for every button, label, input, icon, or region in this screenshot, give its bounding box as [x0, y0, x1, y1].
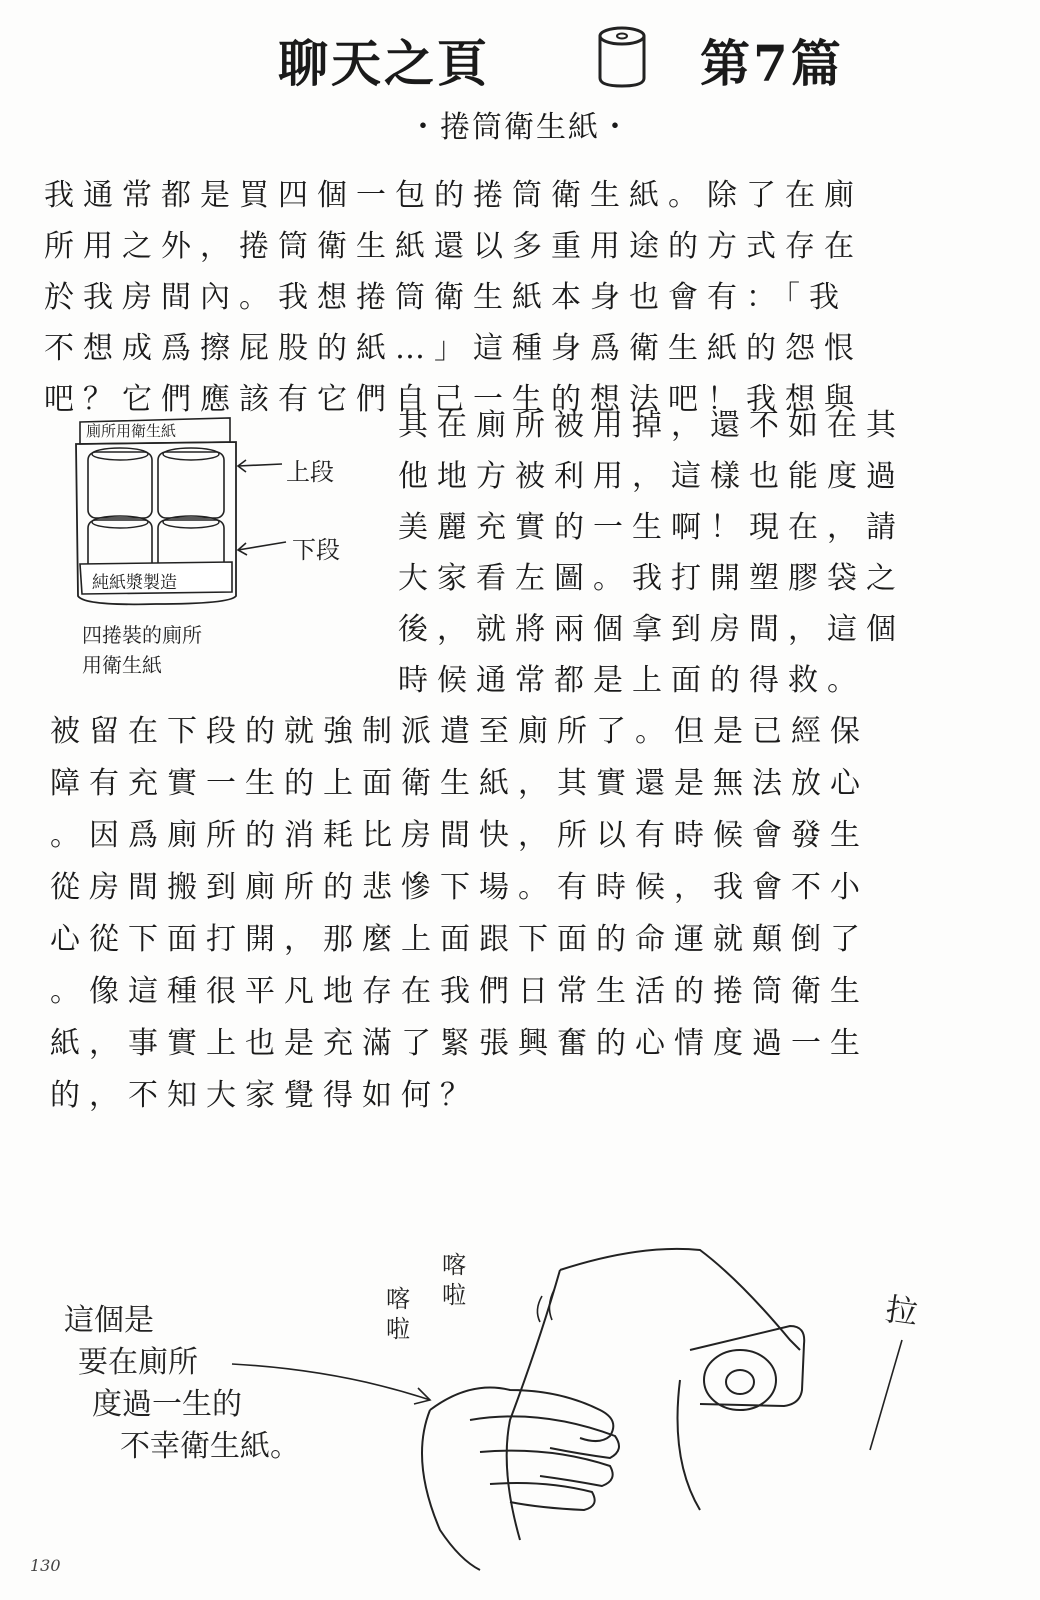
text-line: 美麗充實的一生啊！現在，請 — [398, 510, 905, 545]
lower-row-label: 下段 — [292, 536, 340, 564]
sound-effect-kala-1: 喀啦 — [442, 1251, 466, 1309]
caption-line: 要在廁所 — [78, 1345, 198, 1380]
text-line: 。像這種很平凡地存在我們日常生活的捲筒衛生 — [50, 974, 869, 1009]
text-line: 。因爲廁所的消耗比房間快，所以有時候會發生 — [50, 818, 869, 853]
paragraph-3 — [50, 706, 869, 1122]
package-label: 廁所用衛生紙 — [86, 422, 177, 440]
text-line: 從房間搬到廁所的悲慘下場。有時候，我會不小 — [50, 870, 869, 905]
text-line: 其在廁所被用掉，還不如在其 — [398, 408, 905, 443]
text-line: 紙，事實上也是充滿了緊張興奮的心情度過一生 — [50, 1026, 869, 1061]
text-line: 吧？它們應該有它們自己一生的想法吧！我想與 — [44, 382, 863, 417]
episode-number: 第7篇 — [700, 34, 844, 93]
upper-row-label: 上段 — [286, 458, 334, 486]
text-line: 後，就將兩個拿到房間，這個 — [398, 612, 905, 647]
toilet-roll-icon — [592, 22, 652, 90]
hand-pulling-roll-illustration — [40, 1240, 1020, 1580]
text-line: 我通常都是買四個一包的捲筒衛生紙。除了在廁 — [44, 178, 863, 213]
paragraph-1 — [44, 170, 863, 425]
text-line: 時候通常都是上面的得救。 — [398, 663, 866, 698]
column-title: 聊天之頁 — [278, 34, 490, 93]
text-line: 的，不知大家覺得如何？ — [50, 1078, 479, 1113]
unlucky-roll-caption — [64, 1300, 300, 1468]
caption-line: 不幸衛生紙。 — [120, 1429, 300, 1464]
text-line: 於我房間內。我想捲筒衛生紙本身也會有：「我 — [44, 280, 848, 315]
text-line: 他地方被利用，這樣也能度過 — [398, 459, 905, 494]
package-bottom-label: 純紙漿製造 — [92, 573, 177, 593]
article-subtitle: ・捲筒衛生紙・ — [408, 110, 632, 145]
toilet-roll-package-illustration — [70, 408, 380, 688]
caption-line: 度過一生的 — [92, 1387, 242, 1422]
sound-effect-kala-2: 喀啦 — [386, 1285, 410, 1343]
text-line: 不想成爲擦屁股的紙…」這種身爲衛生紙的怨恨 — [44, 331, 863, 366]
text-line: 心從下面打開，那麼上面跟下面的命運就顛倒了 — [50, 922, 869, 957]
page-number: 130 — [30, 1556, 61, 1575]
text-line: 障有充實一生的上面衛生紙，其實還是無法放心 — [50, 766, 869, 801]
page-header — [0, 14, 1040, 94]
caption-line: 四捲裝的廁所 — [82, 623, 202, 647]
paragraph-2 — [398, 400, 905, 706]
sound-effect-pull: 拉 — [883, 1289, 921, 1333]
caption-line: 這個是 — [64, 1303, 154, 1338]
package-caption — [82, 620, 202, 680]
text-line: 被留在下段的就強制派遣至廁所了。但是已經保 — [50, 714, 869, 749]
caption-line: 用衛生紙 — [82, 653, 162, 677]
text-line: 大家看左圖。我打開塑膠袋之 — [398, 561, 905, 596]
text-line: 所用之外，捲筒衛生紙還以多重用途的方式存在 — [44, 229, 863, 264]
